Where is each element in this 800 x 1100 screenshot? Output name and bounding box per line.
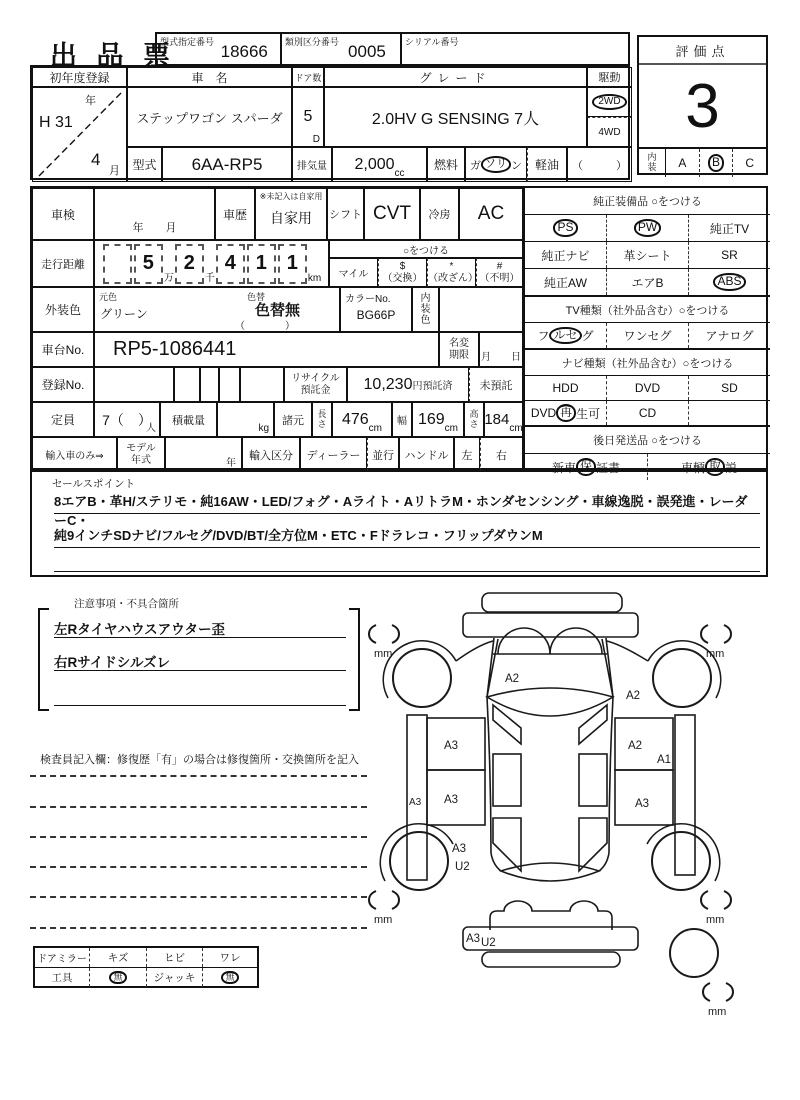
history-cell — [255, 188, 327, 240]
capacity-label: 定員 — [32, 402, 94, 437]
tv-analog: アナログ — [688, 323, 770, 348]
first-reg-year-unit: 年 — [85, 95, 96, 107]
drive-2wd: 2WD — [587, 87, 632, 117]
mileage-d6: 1 — [278, 244, 307, 284]
equip-aw: 純正AW — [544, 275, 587, 290]
sales-points-label: セールスポイント — [52, 478, 136, 490]
fuel-diesel-paren: （ ） — [567, 147, 632, 182]
chassis-value: RP5-1086441 — [94, 332, 439, 367]
equip-leather: 革シート — [606, 242, 688, 268]
damage-left-rear-door: A3 — [444, 794, 459, 806]
mm-label: mm — [706, 914, 725, 926]
tools-row — [35, 968, 257, 987]
model-designation-label: 型式指定番号 — [160, 37, 215, 47]
right-sill-panel — [675, 715, 695, 875]
tv-type-title: TV種類（社外品含む）○をつける — [525, 297, 770, 323]
history-label: 車歴 — [215, 188, 255, 240]
drive-4wd: 4WD — [587, 117, 632, 147]
write-line-6 — [30, 927, 367, 929]
import-type-label: 輸入区分 — [242, 437, 300, 472]
mileage-d2: 5 — [134, 244, 163, 284]
tv-oneseg: ワンセグ — [606, 323, 688, 348]
load-label: 積載量 — [160, 402, 217, 437]
mileage-d1 — [103, 244, 132, 284]
page-title: 出 品 票 — [50, 41, 177, 71]
color-cell — [94, 287, 340, 332]
car-name-header: 車 名 — [127, 67, 292, 87]
model-code-label: 型式 — [127, 147, 162, 182]
bracket-spare — [703, 983, 733, 1018]
bracket-mid-right — [701, 891, 731, 926]
mm-label: mm — [708, 1006, 727, 1018]
cooling-label: 冷房 — [420, 188, 459, 240]
displacement-value: 2,000 cc — [332, 147, 427, 182]
doors-cell: 5 D — [292, 87, 324, 147]
interior-grade-row — [639, 149, 766, 177]
orig-color-value: グリーン — [100, 307, 148, 321]
serial-box — [402, 34, 628, 64]
damage-right-fender: A2 — [626, 690, 641, 702]
first-reg-header: 初年度登録 — [32, 67, 127, 87]
navi-dvd: DVD — [606, 376, 688, 400]
mm-label: mm — [706, 648, 725, 660]
genuine-row-1 — [525, 215, 770, 242]
color-no-value: BG66P — [356, 307, 396, 322]
class-division-value: 0005 — [348, 42, 386, 61]
write-line-2 — [30, 806, 367, 808]
shift-label: シフト — [327, 188, 364, 240]
damage-labels — [409, 673, 671, 949]
model-designation-box — [157, 34, 282, 64]
reg-cell-1 — [94, 367, 174, 402]
bracket-top-left — [369, 625, 399, 660]
fuel-gasoline: ガ ソリ ン — [465, 147, 527, 182]
navi-sd: SD — [688, 376, 770, 400]
mileage-d3: 2 — [175, 244, 204, 284]
model-year-value — [165, 437, 242, 472]
later-ship-title: 後日発送品 ○をつける — [525, 427, 770, 454]
jack-label: ジャッキ — [146, 968, 202, 987]
ext-color-label: 外装色 — [32, 287, 94, 332]
drive-header: 駆動 — [587, 67, 632, 87]
mirror-tools-table — [33, 946, 259, 988]
tool-label: 工具 — [51, 972, 73, 984]
front-bumper — [463, 613, 638, 637]
reg-cell-2 — [174, 367, 200, 402]
fuel-diesel: 軽油 — [527, 147, 567, 182]
damage-left-quarter: A3 — [452, 843, 467, 855]
genuine-row-3 — [525, 269, 770, 297]
man-unit: 万 — [163, 273, 174, 284]
recycle-amount-cell: 10,230 円預託済 — [347, 367, 469, 402]
crack-label: ヒビ — [146, 948, 202, 967]
recycle-done: 円預託済 — [412, 381, 453, 392]
header-number-row — [155, 32, 630, 66]
cooling-value: AC — [459, 188, 523, 240]
damage-right-pillar: A1 — [657, 754, 672, 766]
class-division-label: 類別区分番号 — [284, 37, 339, 47]
write-line-4 — [30, 866, 367, 868]
front-right-wheel — [653, 649, 711, 707]
navi-hdd: HDD — [552, 381, 579, 395]
spare-tire — [670, 929, 718, 977]
import-parallel: 並行 — [367, 437, 399, 472]
history-note: ※未記入は自家用 — [259, 192, 323, 201]
rename-date-cell: 月 日 — [479, 332, 523, 367]
inspector-note: 検査員記入欄：修復歴「有」の場合は修復箇所・交換箇所を記入 — [40, 754, 359, 766]
car-outline — [380, 593, 720, 967]
later-warranty: 新車 保 証書 — [551, 459, 621, 475]
interior-c: C — [732, 149, 766, 177]
notes-title: 注意事項・不具合箇所 — [74, 598, 179, 610]
rear-left-wheel — [390, 832, 448, 890]
notes-line-1: 左Rタイヤハウスアウター歪 — [54, 618, 346, 638]
first-reg-year: H 31 — [39, 114, 73, 131]
front-top-bar — [482, 593, 622, 612]
color-no-label: カラーNo. — [345, 294, 391, 305]
handle-right: 右 — [480, 437, 523, 472]
color-no-cell — [340, 287, 412, 332]
km-unit: km — [307, 273, 322, 284]
damage-right-rear-door: A3 — [635, 798, 650, 810]
mm-label: mm — [374, 648, 393, 660]
front-left-wheel — [393, 649, 451, 707]
genuine-row-2 — [525, 242, 770, 269]
capacity-unit: 人 — [146, 423, 156, 434]
grade-value: 2.0HV G SENSING 7人 — [324, 87, 587, 147]
recycle-not: 未預託 — [469, 367, 523, 402]
shaken-label: 車検 — [32, 188, 94, 240]
damage-right-front-door: A2 — [628, 740, 643, 752]
navi-row-1 — [525, 376, 770, 401]
grade-header: グレード — [324, 67, 587, 87]
length-label: 長さ — [312, 402, 332, 437]
notes-bracket-left — [38, 608, 50, 711]
first-reg-cell — [32, 87, 127, 182]
damage-left-sill: A3 — [409, 797, 422, 808]
odo-flag-alter: * （改ざん） — [427, 258, 476, 287]
odo-flag-mile: マイル — [329, 258, 378, 287]
car-name-value: ステップワゴン スパーダ — [127, 87, 292, 147]
orig-color-label: 元色 — [99, 292, 118, 302]
notes-bracket-right — [348, 608, 360, 711]
bracket-mid-left — [369, 891, 399, 926]
model-year-label: モデル 年式 — [117, 437, 165, 472]
serial-label: シリアル番号 — [404, 37, 459, 47]
rename-deadline-label: 名変 期限 — [439, 332, 479, 367]
width-value: 169 cm — [412, 402, 464, 437]
repaint-paren: （ ） — [235, 321, 295, 332]
equip-sr: SR — [688, 242, 770, 268]
car-damage-diagram — [360, 585, 780, 1025]
navi-empty — [688, 401, 770, 425]
first-reg-month-unit: 月 — [109, 165, 120, 177]
import-only-label: 輸入車のみ⇒ — [32, 437, 117, 472]
mm-label: mm — [374, 914, 393, 926]
model-code-value: 6AA-RP5 — [162, 147, 292, 182]
bracket-top-right — [701, 625, 731, 660]
length-value: 476 cm — [332, 402, 392, 437]
reg-cell-4 — [219, 367, 240, 402]
interior-color-value — [439, 287, 523, 332]
recycle-label: リサイクル 預託金 — [284, 367, 347, 402]
displacement-label: 排気量 — [292, 147, 332, 182]
interior-label: 内装 — [639, 149, 666, 177]
model-designation-value: 18666 — [220, 42, 268, 61]
door-mirror-label: ドアミラー — [37, 954, 87, 965]
equip-tv: 純正TV — [688, 215, 770, 241]
repaint-label: 色替 — [247, 292, 266, 302]
equip-airbag: エアB — [606, 269, 688, 295]
mileage-d4: 4 — [216, 244, 245, 284]
doors-header: ドア数 — [292, 67, 324, 87]
damage-left-quarter-u2: U2 — [455, 861, 470, 873]
dim-label: 諸元 — [274, 402, 312, 437]
class-division-box — [282, 34, 402, 64]
vehicle-table — [30, 65, 630, 180]
tool-none-mark: 無 — [89, 968, 146, 987]
navi-dvd-playable: DVD 再 生可 — [530, 405, 601, 421]
reg-no-label: 登録No. — [32, 367, 94, 402]
sen-unit: 千 — [204, 273, 215, 284]
reg-cell-5 — [240, 367, 284, 402]
repaint-value: 色替無 — [255, 302, 301, 319]
fuel-label: 燃料 — [427, 147, 465, 182]
width-label: 幅 — [392, 402, 412, 437]
model-year-unit: 年 — [226, 458, 236, 469]
load-unit: kg — [258, 423, 269, 434]
score-value: 3 — [639, 65, 766, 149]
damage-hood: A2 — [505, 673, 520, 685]
odo-flags-title: ○をつける — [329, 240, 523, 258]
odo-flag-swap: $ （交換） — [378, 258, 427, 287]
sales-line-2: 純9インチSDナビ/フルセグ/DVD/BT/全方位M・ETC・Fドラレコ・フリップダウンM — [54, 525, 760, 548]
navi-type-title: ナビ種類（社外品含む）○をつける — [525, 350, 770, 376]
import-dealer: ディーラー — [300, 437, 367, 472]
jack-none-mark: 無 — [202, 968, 257, 987]
write-line-3 — [30, 836, 367, 838]
scratch-label: キズ — [89, 948, 146, 967]
equip-abs: ABS — [688, 269, 770, 295]
chassis-label: 車台No. — [32, 332, 94, 367]
equip-ps: PS — [525, 215, 606, 241]
odo-flag-unknown: # （不明） — [476, 258, 523, 287]
later-manual: 車輌 取 説 — [647, 454, 770, 480]
navi-row-2 — [525, 401, 770, 427]
notes-line-3 — [54, 694, 346, 706]
damage-rear: A3 — [466, 933, 481, 945]
genuine-equip-title: 純正装備品 ○をつける — [525, 188, 770, 215]
doors-unit: D — [312, 134, 320, 145]
mileage-d5: 1 — [247, 244, 276, 284]
sales-line-1: 8エアB・革H/ステリモ・純16AW・LED/フォグ・Aライト・AリトラM・ホンダセンシング・車線逸脱・誤発進・レーダーC・ — [54, 491, 760, 514]
height-value: 184 cm — [484, 402, 523, 437]
shaken-date-cell: 年 月 — [94, 188, 215, 240]
damage-rear-u2: U2 — [481, 937, 496, 949]
displacement-unit: cc — [394, 168, 405, 179]
sales-points-box — [30, 470, 768, 577]
mileage-label: 走行距離 — [32, 240, 94, 287]
tv-type-row — [525, 323, 770, 350]
break-label: ワレ — [202, 948, 257, 967]
reg-cell-3 — [200, 367, 219, 402]
mirror-row — [35, 948, 257, 968]
spec-table — [30, 186, 768, 475]
handle-label: ハンドル — [399, 437, 454, 472]
equipment-column — [523, 188, 770, 475]
damage-left-front-door: A3 — [444, 740, 459, 752]
mileage-digits — [94, 240, 329, 287]
write-line-5 — [30, 896, 367, 898]
load-value — [217, 402, 274, 437]
history-value: 自家用 — [270, 210, 312, 226]
first-reg-month: 4 — [91, 150, 101, 169]
sales-line-3 — [54, 559, 760, 572]
height-label: 高さ — [464, 402, 484, 437]
equip-pw: PW — [606, 215, 688, 241]
handle-left: 左 — [454, 437, 480, 472]
rear-bottom-bar — [482, 952, 620, 967]
interior-a: A — [678, 156, 687, 170]
equip-navi: 純正ナビ — [541, 248, 590, 263]
shift-value: CVT — [364, 188, 420, 240]
capacity-value: 7（ ） 人 — [94, 402, 160, 437]
tv-fullseg: フ ルセ グ — [537, 327, 594, 343]
score-box — [637, 35, 768, 175]
notes-line-2: 右Rサイドシルズレ — [54, 651, 346, 671]
write-line-1 — [30, 775, 367, 777]
notes-box — [38, 596, 360, 748]
interior-b: B — [699, 149, 733, 177]
score-title: 評価点 — [639, 37, 766, 65]
rear-right-wheel — [652, 832, 710, 890]
interior-color-label: 内装色 — [412, 287, 439, 332]
navi-cd: CD — [606, 401, 688, 425]
